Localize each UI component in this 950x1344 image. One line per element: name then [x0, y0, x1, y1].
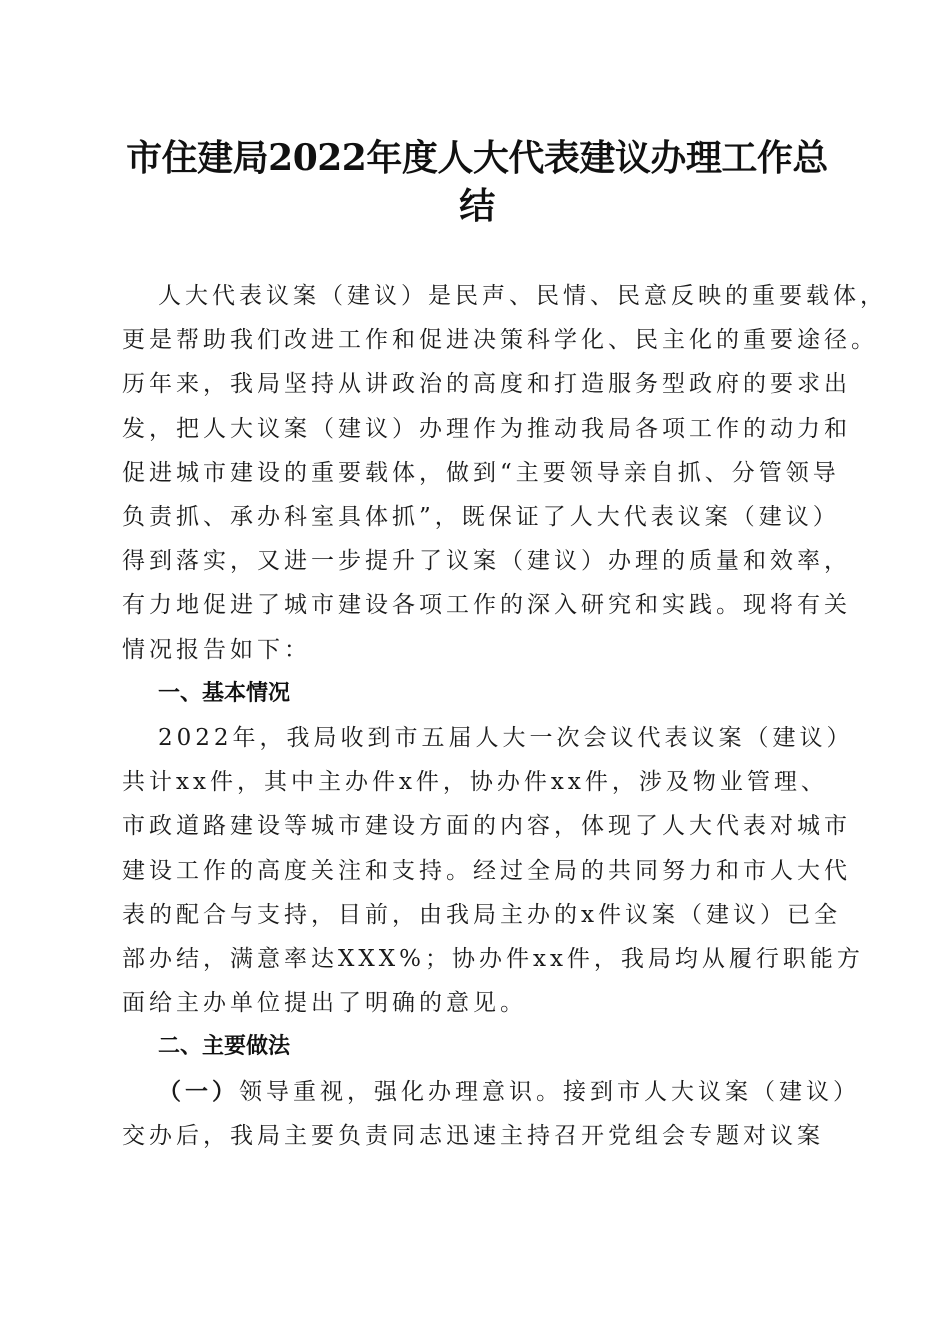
subsection-text: 领导重视，强化办理意识。接到市人大议案（建议） — [239, 1078, 860, 1105]
subsection-number: （一） — [158, 1077, 239, 1105]
intro-line: 促进城市建设的重要载体，做到“主要领导亲自抓、分管领导 — [122, 459, 840, 486]
section1-line: 部办结，满意率达XXX%；协办件xx件，我局均从履行职能方 — [122, 946, 864, 973]
section1-line: 建设工作的高度关注和支持。经过全局的共同努力和市人大代 — [122, 857, 851, 884]
intro-line: 发，把人大议案（建议）办理作为推动我局各项工作的动力和 — [122, 415, 851, 442]
intro-line: 情况报告如下： — [122, 636, 311, 663]
section2-line — [122, 1070, 860, 1114]
intro-line: 得到落实，又进一步提升了议案（建议）办理的质量和效率， — [122, 548, 851, 575]
section-heading-main-practices: 二、主要做法 — [158, 1034, 291, 1060]
section2-paragraph — [122, 1070, 860, 1158]
section1-line: 面给主办单位提出了明确的意见。 — [122, 990, 527, 1017]
document-page — [122, 134, 887, 1158]
intro-line: 有力地促进了城市建设各项工作的深入研究和实践。现将有关 — [122, 592, 851, 619]
title-line-2: 结 — [459, 185, 495, 227]
intro-line: 人大代表议案（建议）是民声、民情、民意反映的重要载体， — [158, 283, 887, 309]
section1-line: 共计xx件，其中主办件x件，协办件xx件，涉及物业管理、 — [122, 769, 828, 796]
title-spacer — [122, 230, 832, 274]
title-line-1: 市住建局2022年度人大代表建议办理工作总 — [126, 137, 828, 179]
section1-paragraph — [122, 716, 864, 1025]
section2-line: 交办后，我局主要负责同志迅速主持召开党组会专题对议案 — [122, 1122, 824, 1149]
intro-paragraph — [122, 274, 887, 672]
section1-line: 表的配合与支持，目前，由我局主办的x件议案（建议）已全 — [122, 901, 841, 928]
document-title — [108, 134, 846, 230]
section1-line: 市政道路建设等城市建设方面的内容，体现了人大代表对城市 — [122, 813, 851, 840]
section-heading-basic-situation: 一、基本情况 — [158, 680, 291, 706]
intro-line: 更是帮助我们改进工作和促进决策科学化、民主化的重要途径。 — [122, 327, 878, 354]
intro-line: 负责抓、承办科室具体抓”，既保证了人大代表议案（建议） — [122, 504, 840, 531]
intro-line: 历年来，我局坚持从讲政治的高度和打造服务型政府的要求出 — [122, 371, 851, 398]
section1-line: 2022年，我局收到市五届人大一次会议代表议案（建议） — [158, 725, 854, 752]
